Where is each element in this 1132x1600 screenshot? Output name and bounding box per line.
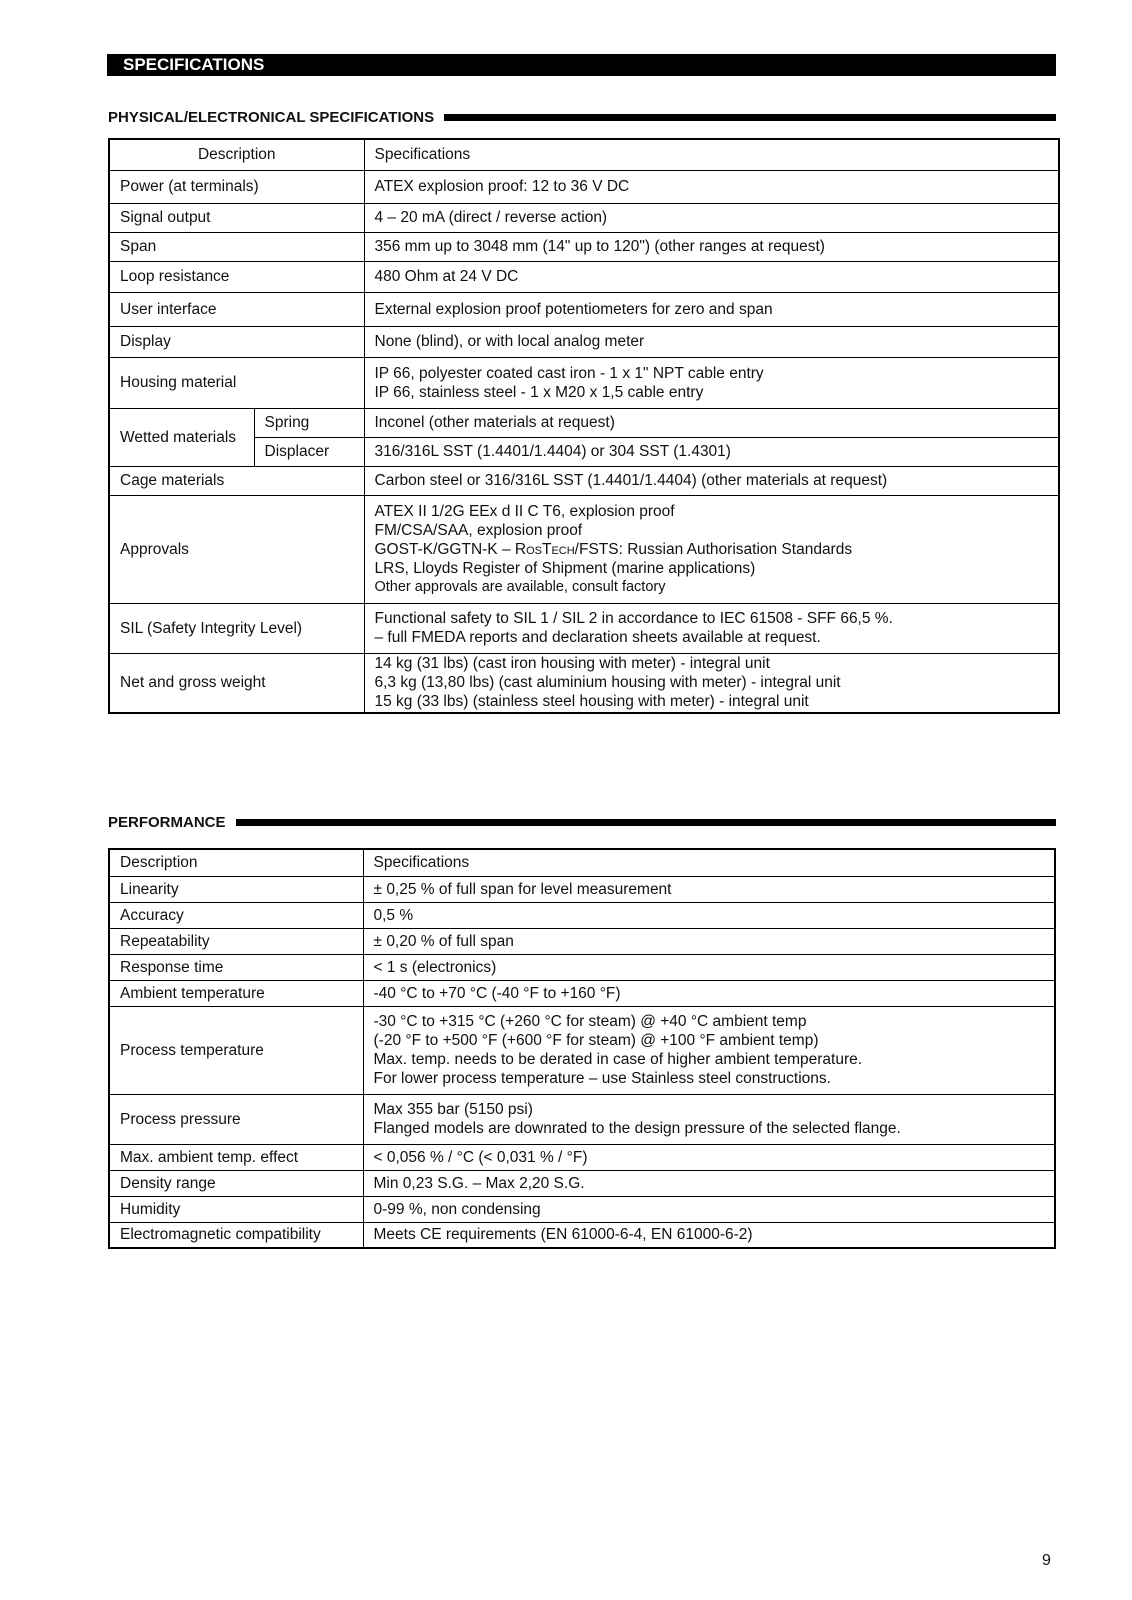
row-label: SIL (Safety Integrity Level) bbox=[109, 603, 364, 653]
row-value: -40 °C to +70 °C (-40 °F to +160 °F) bbox=[363, 980, 1055, 1006]
row-label: Cage materials bbox=[109, 466, 364, 495]
value-line: ATEX II 1/2G EEx d II C T6, explosion proof bbox=[374, 502, 675, 520]
row-value bbox=[364, 495, 1059, 603]
table-row bbox=[109, 232, 1059, 261]
row-value bbox=[364, 357, 1059, 408]
page-number: 9 bbox=[1042, 1552, 1051, 1569]
heading-rule bbox=[444, 114, 1056, 121]
value-line: Max. temp. needs to be derated in case of higher ambient temperature. bbox=[373, 1051, 863, 1068]
value-line: IP 66, polyester coated cast iron - 1 x 1" NPT cable entry bbox=[374, 364, 764, 382]
approval-suffix: /FSTS: Russian Authorisation Standards bbox=[574, 540, 853, 558]
row-value: Min 0,23 S.G. – Max 2,20 S.G. bbox=[363, 1170, 1055, 1196]
row-label: Housing material bbox=[109, 357, 364, 408]
table-row bbox=[109, 928, 1055, 954]
heading-rule bbox=[236, 819, 1056, 826]
row-value bbox=[363, 1094, 1055, 1144]
value-line: Other approvals are available, consult factory bbox=[374, 578, 666, 595]
table-row bbox=[109, 1094, 1055, 1144]
row-value: < 1 s (electronics) bbox=[363, 954, 1055, 980]
row-value: 356 mm up to 3048 mm (14" up to 120") (other ranges at request) bbox=[364, 232, 1059, 261]
header-description: Description bbox=[109, 139, 364, 170]
row-value: 316/316L SST (1.4401/1.4404) or 304 SST (1.4301) bbox=[364, 437, 1059, 466]
row-label: Response time bbox=[109, 954, 363, 980]
header-specifications: Specifications bbox=[363, 849, 1055, 876]
row-label: Power (at terminals) bbox=[109, 170, 364, 203]
sub-label: Displacer bbox=[254, 437, 364, 466]
row-label: Density range bbox=[109, 1170, 363, 1196]
row-value: None (blind), or with local analog meter bbox=[364, 326, 1059, 357]
row-value: 4 – 20 mA (direct / reverse action) bbox=[364, 203, 1059, 232]
table-row bbox=[109, 326, 1059, 357]
value-line: (-20 °F to +500 °F (+600 °F for steam) @ +100 °F ambient temp) bbox=[373, 1032, 819, 1049]
row-label: Net and gross weight bbox=[109, 653, 364, 713]
table-row bbox=[109, 139, 1059, 170]
value-line: 15 kg (33 lbs) (stainless steel housing with meter) - integral unit bbox=[374, 693, 809, 711]
value-line: -30 °C to +315 °C (+260 °C for steam) @ +40 °C ambient temp bbox=[373, 1013, 807, 1030]
header-specifications: Specifications bbox=[364, 139, 1059, 170]
value-line: Functional safety to SIL 1 / SIL 2 in accordance to IEC 61508 - SFF 66,5 %. bbox=[374, 610, 893, 627]
rostech-smallcaps: RosTech bbox=[514, 540, 575, 558]
value-line: 14 kg (31 lbs) (cast iron housing with meter) - integral unit bbox=[374, 655, 770, 673]
row-label: Accuracy bbox=[109, 902, 363, 928]
row-value: 0,5 % bbox=[363, 902, 1055, 928]
row-label: Process pressure bbox=[109, 1094, 363, 1144]
table-row bbox=[109, 1222, 1055, 1248]
row-value bbox=[363, 1006, 1055, 1094]
row-value: ATEX explosion proof: 12 to 36 V DC bbox=[364, 170, 1059, 203]
row-label: Loop resistance bbox=[109, 261, 364, 292]
section-heading-physical bbox=[108, 106, 1056, 128]
table-row bbox=[109, 466, 1059, 495]
section-title-physical: PHYSICAL/ELECTRONICAL SPECIFICATIONS bbox=[108, 108, 435, 126]
table-row bbox=[109, 203, 1059, 232]
row-value bbox=[364, 653, 1059, 713]
row-value: 480 Ohm at 24 V DC bbox=[364, 261, 1059, 292]
approval-prefix: GOST-K/GGTN-K – bbox=[374, 540, 515, 558]
value-line: For lower process temperature – use Stainless steel constructions. bbox=[373, 1070, 831, 1087]
row-value: Inconel (other materials at request) bbox=[364, 408, 1059, 437]
section-heading-performance bbox=[108, 811, 1056, 833]
row-label: Display bbox=[109, 326, 364, 357]
table-row bbox=[109, 902, 1055, 928]
row-value: < 0,056 % / °C (< 0,031 % / °F) bbox=[363, 1144, 1055, 1170]
row-label: Max. ambient temp. effect bbox=[109, 1144, 363, 1170]
row-label: Approvals bbox=[109, 495, 364, 603]
specifications-banner bbox=[107, 54, 1056, 76]
row-value: 0-99 %, non condensing bbox=[363, 1196, 1055, 1222]
table-row bbox=[109, 357, 1059, 408]
value-line: LRS, Lloyds Register of Shipment (marine applications) bbox=[374, 559, 756, 577]
row-label: Span bbox=[109, 232, 364, 261]
row-value: ± 0,25 % of full span for level measurement bbox=[363, 876, 1055, 902]
table-row bbox=[109, 954, 1055, 980]
table-row bbox=[109, 653, 1059, 713]
row-value bbox=[364, 603, 1059, 653]
table-row bbox=[109, 292, 1059, 326]
value-line: FM/CSA/SAA, explosion proof bbox=[374, 521, 583, 539]
row-label: User interface bbox=[109, 292, 364, 326]
header-description: Description bbox=[109, 849, 363, 876]
table-row bbox=[109, 1170, 1055, 1196]
row-label: Signal output bbox=[109, 203, 364, 232]
table-row bbox=[109, 408, 1059, 437]
value-line: IP 66, stainless steel - 1 x M20 x 1,5 cable entry bbox=[374, 383, 704, 401]
table-row bbox=[109, 495, 1059, 603]
value-line: 6,3 kg (13,80 lbs) (cast aluminium housing with meter) - integral unit bbox=[374, 674, 841, 692]
section-title-performance: PERFORMANCE bbox=[108, 813, 226, 831]
table-row bbox=[109, 170, 1059, 203]
row-label: Electromagnetic compatibility bbox=[109, 1222, 363, 1248]
row-value: ± 0,20 % of full span bbox=[363, 928, 1055, 954]
row-value: Carbon steel or 316/316L SST (1.4401/1.4404) (other materials at request) bbox=[364, 466, 1059, 495]
table-row bbox=[109, 261, 1059, 292]
value-line: Flanged models are downrated to the design pressure of the selected flange. bbox=[373, 1120, 901, 1137]
table-row bbox=[109, 603, 1059, 653]
table-row bbox=[109, 876, 1055, 902]
physical-spec-table bbox=[108, 138, 1060, 714]
row-label: Humidity bbox=[109, 1196, 363, 1222]
row-label: Wetted materials bbox=[109, 408, 254, 466]
table-row bbox=[109, 980, 1055, 1006]
row-label: Repeatability bbox=[109, 928, 363, 954]
row-label: Ambient temperature bbox=[109, 980, 363, 1006]
value-line bbox=[375, 540, 1049, 559]
table-row bbox=[109, 1196, 1055, 1222]
table-row bbox=[109, 1144, 1055, 1170]
performance-table bbox=[108, 848, 1056, 1249]
banner-title: SPECIFICATIONS bbox=[123, 55, 265, 74]
table-row bbox=[109, 849, 1055, 876]
row-label: Linearity bbox=[109, 876, 363, 902]
row-label: Process temperature bbox=[109, 1006, 363, 1094]
value-line: Max 355 bar (5150 psi) bbox=[373, 1101, 533, 1118]
row-value: Meets CE requirements (EN 61000-6-4, EN 61000-6-2) bbox=[363, 1222, 1055, 1248]
value-line: – full FMEDA reports and declaration sheets available at request. bbox=[374, 629, 821, 646]
sub-label: Spring bbox=[254, 408, 364, 437]
table-row bbox=[109, 1006, 1055, 1094]
row-value: External explosion proof potentiometers for zero and span bbox=[364, 292, 1059, 326]
